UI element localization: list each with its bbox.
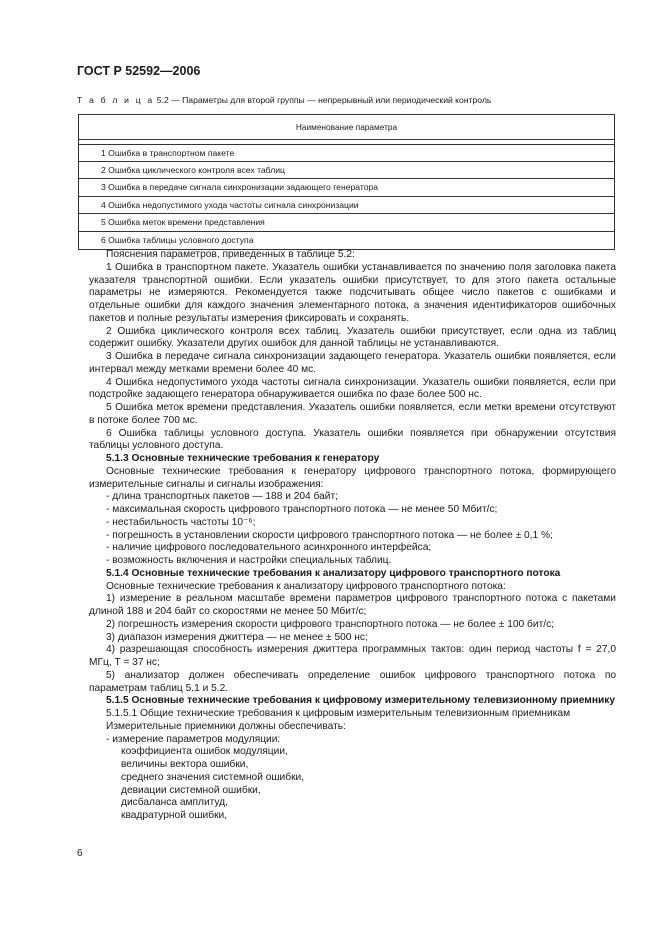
table-row: 6 Ошибка таблицы условного доступа (101, 235, 254, 246)
paragraph: 5 Ошибка меток времени представления. Указатель ошибки появляется, если метки времени отсутствуют в потоке более 700 мс. (89, 402, 616, 426)
document-body (89, 249, 616, 823)
list-subitem: коэффициента ошибок модуляции, (121, 746, 288, 758)
paragraph: Основные технические требования к генератору цифрового транспортного потока, формирующего измерительные сигналы и сигналы изображения: (89, 465, 616, 490)
list-item: - измерение параметров модуляции: (106, 733, 281, 745)
table-row: 3 Ошибка в передаче сигнала синхронизации задающего генератора (79, 179, 614, 197)
document-code: ГОСТ Р 52592—2006 (77, 64, 201, 78)
list-item: 3) диапазон измерения джиттера — не менее ± 500 нс; (106, 631, 368, 643)
section-heading: 5.1.5 Основные технические требования к цифровому измерительному телевизионному приемнику (106, 695, 616, 707)
page-number: 6 (77, 848, 83, 859)
parameters-table (78, 114, 615, 250)
list-subitem: девиации системной ошибки, (121, 784, 261, 796)
paragraph: 2 Ошибка циклического контроля всех таблиц. Указатель ошибки присутствует, если одна из таблиц содержит ошибку. Указатели других ошибок для данной таблицы не устанавливаются. (89, 325, 616, 350)
paragraph: 3 Ошибка в передаче сигнала синхронизации задающего генератора. Указатель ошибки появляется, если интервал между метками времени более 40 мс. (89, 351, 616, 375)
table-caption-text: 5.2 — Параметры для второй группы — непрерывный или периодический контроль (154, 95, 492, 105)
table-row: 4 Ошибка недопустимого ухода частоты сигнала синхронизации (79, 197, 614, 215)
list-item: - наличие цифрового последовательного асинхронного интерфейса; (106, 542, 432, 554)
list-item: - погрешность в установлении скорости цифрового транспортного потока — не более ± 0,1 %; (106, 529, 553, 541)
subsection-heading: 5.1.5.1 Общие технические требования к цифровым измерительным телевизионным приемникам (106, 708, 571, 719)
list-item: - возможность включения и настройки специальных таблиц. (106, 555, 392, 566)
list-item: 2) погрешность измерения скорости цифрового транспортного потока — не более ± 100 бит/с; (106, 618, 555, 630)
section-heading: 5.1.3 Основные технические требования к генератору (106, 453, 380, 464)
table-caption-prefix: Т а б л и ц а (77, 95, 155, 105)
paragraph: 6 Ошибка таблицы условного доступа. Указатель ошибки появляется при обнаружении отсутствия таблицы условного доступа. (89, 427, 616, 452)
paragraph: Измерительные приемники должны обеспечивать: (106, 720, 346, 732)
section-heading: 5.1.4 Основные технические требования к анализатору цифрового транспортного потока (106, 567, 561, 579)
list-subitem: квадратурной ошибки, (121, 810, 228, 821)
paragraph: 1 Ошибка в транспортном пакете. Указатель ошибки устанавливается по значению поля заголовка пакета указателя транспортной ошибки. Если указатель ошибки присутствует, то для этого пакета остальные параметры не измеряются. Рекомендуется также подсчитывать общее число пакетов с ошибками и отдельные ошибки для каждого значения элементарного потока, а значения идентификаторов ошибочных пакетов и полные результаты измерения фиксировать и сохранять. (89, 261, 616, 324)
paragraph: 4 Ошибка недопустимого ухода частоты сигнала синхронизации. Указатель ошибки появляется, если при подстройке задающего генератора обнаруживается ошибка по фазе более 500 нс. (89, 376, 616, 401)
list-item: 1) измерение в реальном масштабе времени параметров цифрового транспортного потока с пакетами длиной 188 и 204 байт со скоростями не менее 50 Мбит/с; (89, 593, 616, 617)
list-item: - нестабильность частоты 10⁻⁶; (106, 516, 256, 528)
table-header-cell: Наименование параметра (79, 115, 614, 140)
list-subitem: дисбаланса амплитуд, (121, 797, 228, 809)
table-row: 1 Ошибка в транспортном пакете (79, 144, 614, 162)
list-item: - максимальная скорость цифрового транспортного потока — не менее 50 Мбит/с; (106, 504, 498, 515)
list-item: 5) анализатор должен обеспечивать определение ошибок цифрового транспортного потока по параметрам таблиц 5.1 и 5.2. (89, 669, 616, 694)
list-subitem: величины вектора ошибки, (121, 759, 249, 770)
paragraph: Основные технические требования к анализатору цифрового транспортного потока: (106, 580, 506, 592)
list-subitem: среднего значения системной ошибки, (121, 771, 305, 783)
paragraph: Пояснения параметров, приведенных в таблице 5.2: (106, 249, 355, 260)
table-row: 2 Ошибка циклического контроля всех таблиц (79, 162, 614, 180)
table-row: 5 Ошибка меток времени представления (79, 214, 614, 232)
table-caption (77, 95, 491, 105)
list-item: 4) разрешающая способность измерения джиттера программных тактов: один период частоты f = 27,0 МГц, T = 37 нс; (89, 644, 616, 668)
list-item: - длина транспортных пакетов — 188 и 204 байт; (106, 491, 338, 503)
